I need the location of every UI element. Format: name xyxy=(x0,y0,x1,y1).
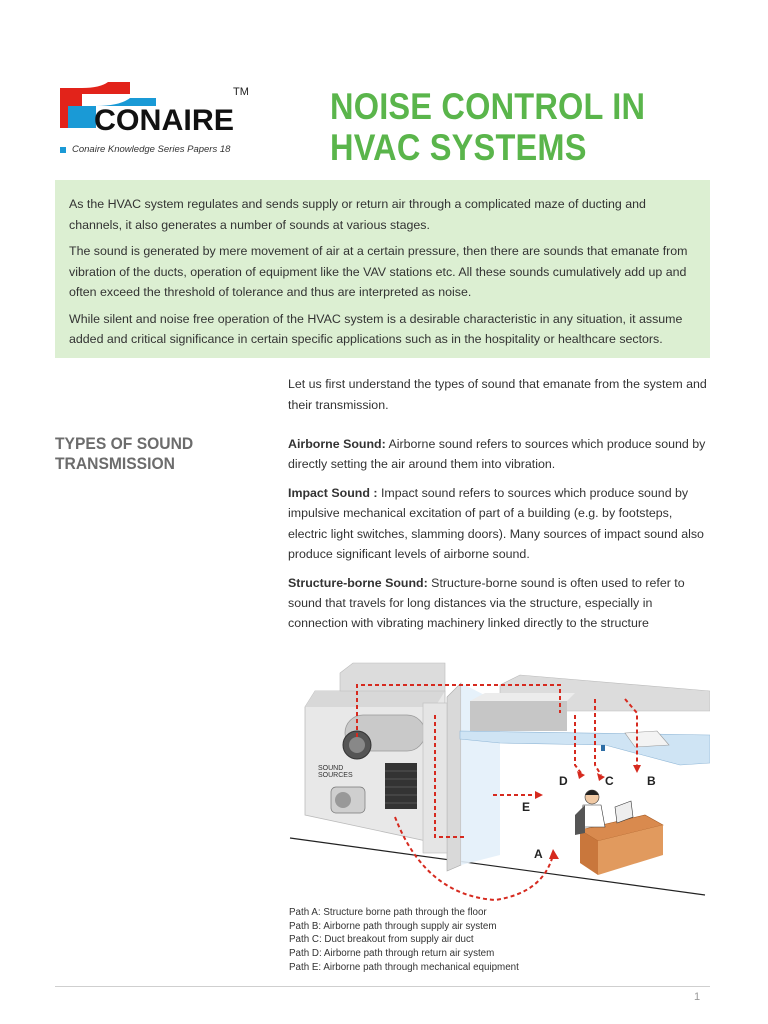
term: Impact Sound : xyxy=(288,486,378,501)
path-letter-d: D xyxy=(559,774,568,788)
definition-text: Impact sound refers to sources which produce sound by impulsive mechanical excitation of part of a building (e.g. by footsteps, electric light switches, slamming doors). Many sources of impact sound also produce significant levels of airborne sound. xyxy=(288,486,704,561)
path-letter-b: B xyxy=(647,774,656,788)
intro-paragraph: As the HVAC system regulates and sends supply or return air through a complicated maze of ducting and channels, it also generates a number of sounds at various stages. xyxy=(69,197,646,232)
page-title xyxy=(330,86,645,168)
caption-path-b: Path B: Airborne path through supply air system xyxy=(289,920,497,932)
definition-text: Airborne sound refers to sources which produce sound by directly setting the air around them into vibration. xyxy=(288,437,706,472)
intro-box xyxy=(55,180,710,358)
path-letter-a: A xyxy=(534,847,543,861)
sound-sources-label: SOUND xyxy=(318,765,344,772)
definition-impact xyxy=(288,483,708,564)
caption-path-e: Path E: Airborne path through mechanical equipment xyxy=(289,961,519,973)
caption-path-c: Path C: Duct breakout from supply air duct xyxy=(289,934,474,946)
path-letter-c: C xyxy=(605,774,614,788)
sound-paths-diagram xyxy=(285,655,710,905)
term: Airborne Sound: xyxy=(288,437,386,451)
caption-path-a: Path A: Structure borne path through the floor xyxy=(289,907,487,918)
path-letter-e: E xyxy=(522,800,531,814)
section-title-line-2: TRANSMISSION xyxy=(55,454,175,473)
term: Structure-borne Sound: xyxy=(288,575,428,590)
trademark: TM xyxy=(233,86,249,98)
definitions xyxy=(288,434,708,642)
diagram-captions xyxy=(289,906,519,975)
lead-paragraph: Let us first understand the types of sound that emanate from the system and their transmission. xyxy=(288,377,707,412)
title-line-2: HVAC SYSTEMS xyxy=(330,127,587,168)
definition-airborne xyxy=(288,434,708,475)
section-title xyxy=(55,434,193,474)
series-text: Conaire Knowledge Series Papers 18 xyxy=(72,144,231,155)
series-bullet-icon xyxy=(60,147,66,153)
section-title-line-1: TYPES OF SOUND xyxy=(55,434,194,453)
sound-sources-label: SOURCES xyxy=(318,772,353,779)
definition-structure-borne xyxy=(288,573,708,634)
conaire-logo xyxy=(60,80,260,140)
series-label xyxy=(60,144,230,155)
intro-paragraph: While silent and noise free operation of the HVAC system is a desirable characteristic in any situation, it assume added and critical significance in certain specific applications such as in the hospitality or healthcare sectors. xyxy=(69,311,683,346)
page-number: 1 xyxy=(694,991,701,1003)
title-line-1: NOISE CONTROL IN xyxy=(330,86,646,127)
caption-path-d: Path D: Airborne path through return air system xyxy=(289,948,495,960)
footer-divider xyxy=(55,986,710,987)
brand-name: CONAIRE xyxy=(94,104,234,137)
definition-text: Structure-borne sound is often used to refer to sound that travels for long distances via the structure, especially in connection with vibrating machinery linked directly to the structure xyxy=(288,575,685,631)
intro-paragraph: The sound is generated by mere movement of air at a certain pressure, then there are sounds that emanate from vibration of the ducts, operation of equipment like the VAV stations etc. All these sounds cumulatively add up and often exceed the threshold of tolerance and thus are interpreted as noise. xyxy=(69,244,688,299)
